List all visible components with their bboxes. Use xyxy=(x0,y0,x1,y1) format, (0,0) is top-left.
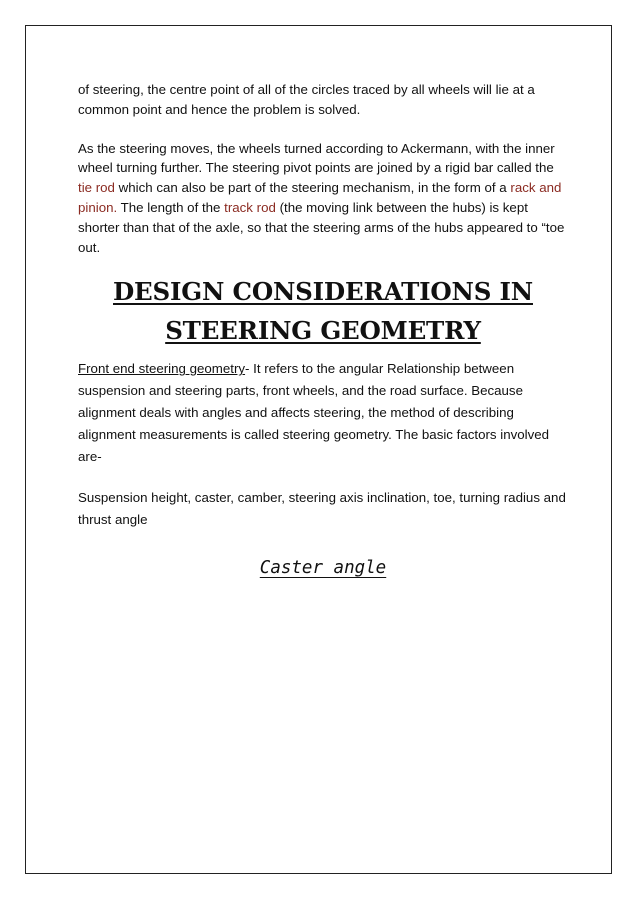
section-heading-line-1 xyxy=(78,272,568,311)
tie-rod-link[interactable]: tie rod xyxy=(78,180,115,196)
section-heading-line-1-text: DESIGN CONSIDERATIONS IN xyxy=(113,277,533,307)
section-heading-line-2 xyxy=(78,311,568,350)
rack-and-pinion-link[interactable]: rack and pinion. xyxy=(78,180,562,215)
paragraph-ackermann-part-4: (the moving link between the hubs) is kept shorter than that of the axle, so that the steering arms of the hubs appeared to “toe out. xyxy=(78,199,565,255)
paragraph-front-end-geometry xyxy=(78,358,568,468)
track-rod-link[interactable]: track rod xyxy=(224,199,276,215)
section-heading-line-2-text: STEERING GEOMETRY xyxy=(165,316,481,346)
paragraph-ackermann-part-1: As the steering moves, the wheels turned according to Ackermann, with the inner wheel turning further. The steering pivot points are joined by a rigid bar called the xyxy=(78,140,555,176)
caster-angle-heading-text: Caster angle xyxy=(259,558,387,579)
paragraph-factors: Suspension height, caster, camber, steering axis inclination, toe, turning radius and thrust angle xyxy=(78,490,566,528)
front-end-geometry-text: - It refers to the angular Relationship between suspension and steering parts, front wheels, and the road surface. Because alignment deals with angles and affects steering, the method of describing alignment measurements is called steering geometry. The basic factors involved are- xyxy=(78,361,550,465)
section-heading xyxy=(78,272,568,350)
paragraph-ackermann-part-3: The length of the xyxy=(117,199,225,215)
caster-angle-heading xyxy=(78,557,568,579)
front-end-geometry-term: Front end steering geometry xyxy=(78,361,246,377)
document-content xyxy=(78,80,568,579)
paragraph-continued: of steering, the centre point of all of the circles traced by all wheels will lie at a common point and hence the problem is solved. xyxy=(78,82,535,117)
paragraph-ackermann xyxy=(78,139,568,258)
paragraph-ackermann-part-2: which can also be part of the steering mechanism, in the form of a xyxy=(114,180,511,196)
